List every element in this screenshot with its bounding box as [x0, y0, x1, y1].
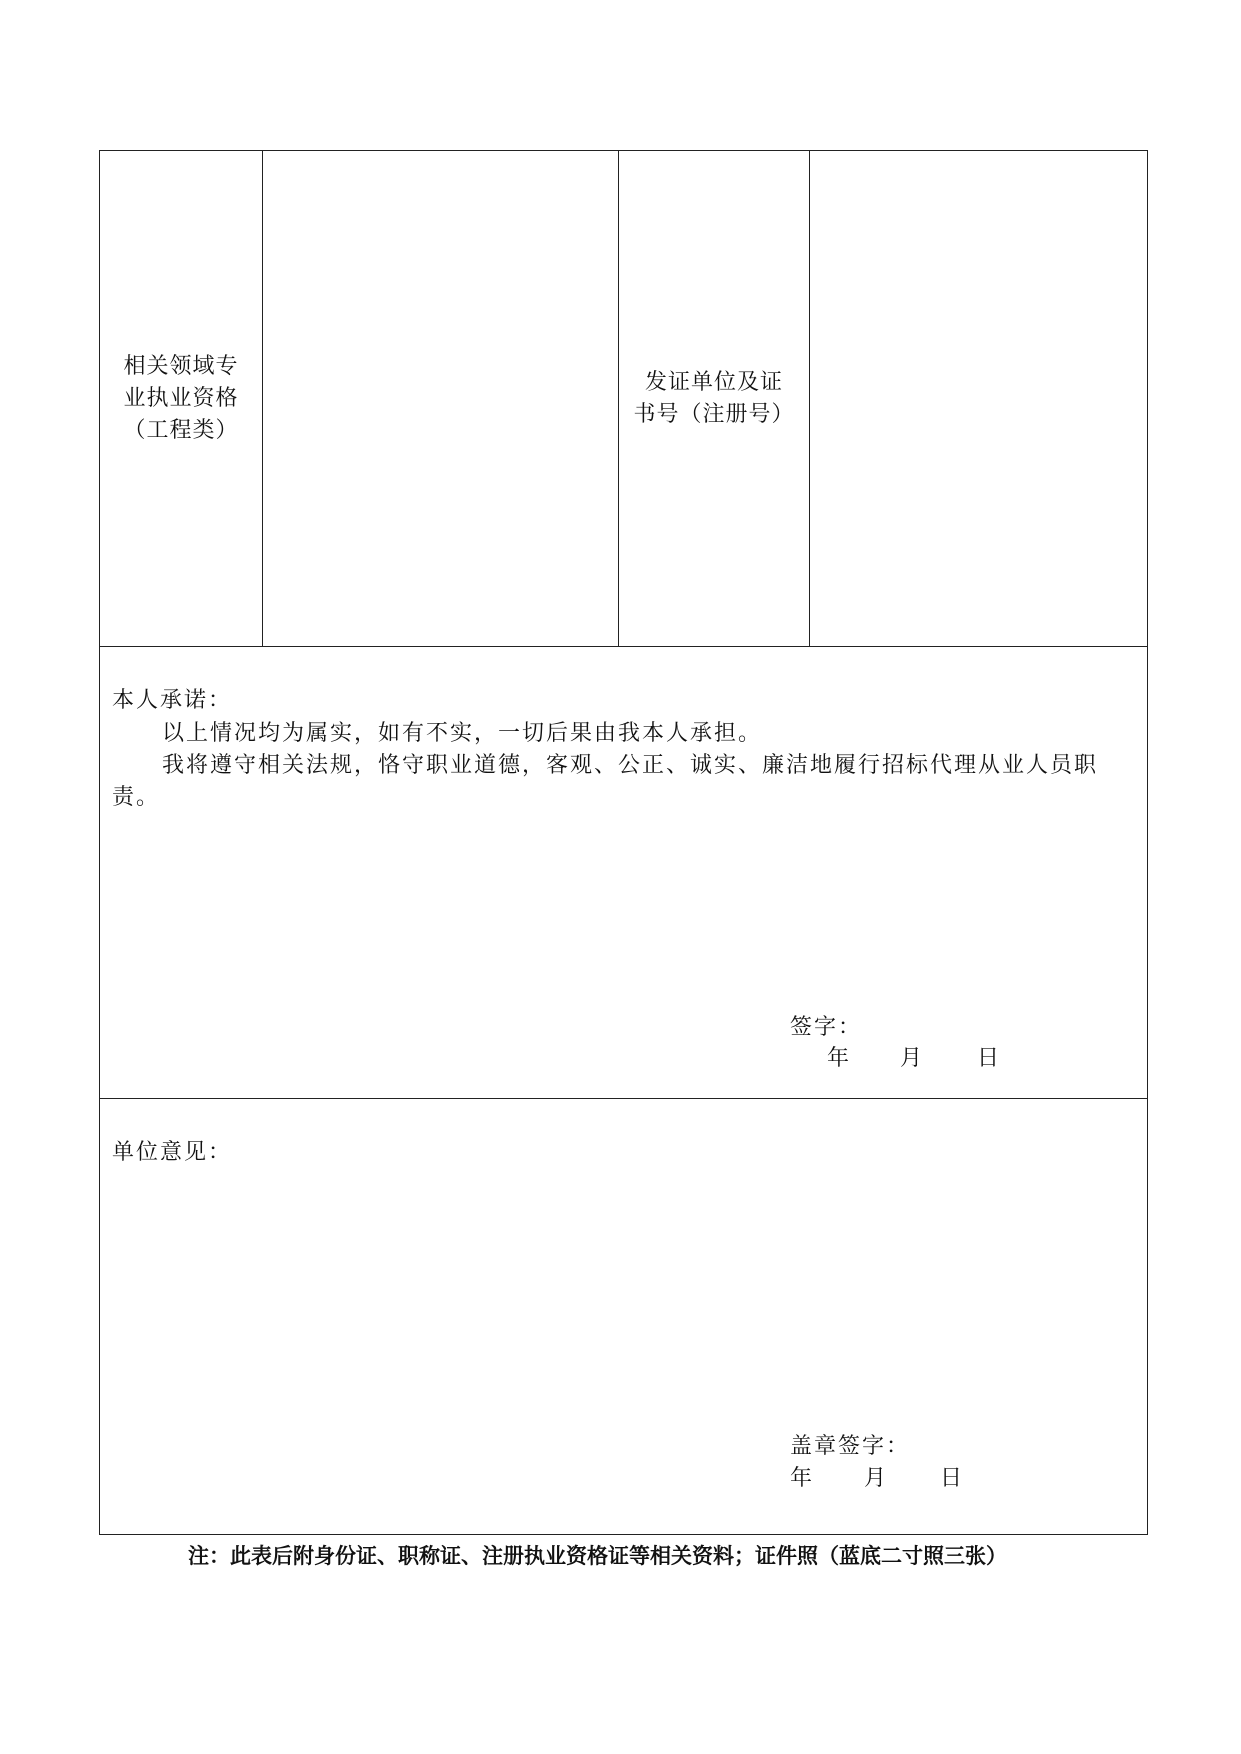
- qualification-row: [100, 151, 1148, 647]
- application-form-table: [99, 150, 1148, 1535]
- qualification-value-cell[interactable]: [263, 151, 619, 647]
- date-year-label: 年: [827, 1046, 850, 1071]
- promise-text-line: 我将遵守相关法规，恪守职业道德，客观、公正、诚实、廉洁地履行招标代理从业人员职: [162, 753, 1099, 778]
- opinion-row: [100, 1099, 1148, 1535]
- qualification-label-line: （工程类）: [123, 417, 239, 443]
- date-day-label: 日: [977, 1046, 1000, 1071]
- promise-text-line: 以上情况均为属实，如有不实，一切后果由我本人承担。: [162, 721, 763, 746]
- qualification-label-line: 业执业资格: [123, 385, 239, 411]
- date-year-label: 年: [790, 1466, 813, 1491]
- promise-heading: 本人承诺：: [112, 688, 233, 713]
- date-month-label: 月: [864, 1466, 887, 1491]
- qualification-label-cell: [100, 151, 263, 647]
- promise-row: [100, 647, 1148, 1099]
- seal-signature-label: 盖章签字：: [790, 1434, 911, 1459]
- issuer-label-line: 书号（注册号）: [633, 401, 795, 427]
- issuer-label-line: 发证单位及证: [644, 369, 783, 395]
- promise-text-line: 责。: [112, 785, 161, 810]
- opinion-cell: [100, 1099, 1148, 1535]
- date-day-label: 日: [940, 1466, 963, 1491]
- date-month-label: 月: [900, 1046, 923, 1071]
- issuer-label-cell: [619, 151, 810, 647]
- signature-label: 签字：: [790, 1015, 863, 1040]
- promise-cell: [100, 647, 1148, 1099]
- issuer-value-cell[interactable]: [810, 151, 1148, 647]
- footnote: 注：此表后附身份证、职称证、注册执业资格证等相关资料；证件照（蓝底二寸照三张）: [188, 1543, 1007, 1568]
- qualification-label-line: 相关领域专: [123, 353, 239, 379]
- opinion-heading: 单位意见：: [112, 1140, 233, 1165]
